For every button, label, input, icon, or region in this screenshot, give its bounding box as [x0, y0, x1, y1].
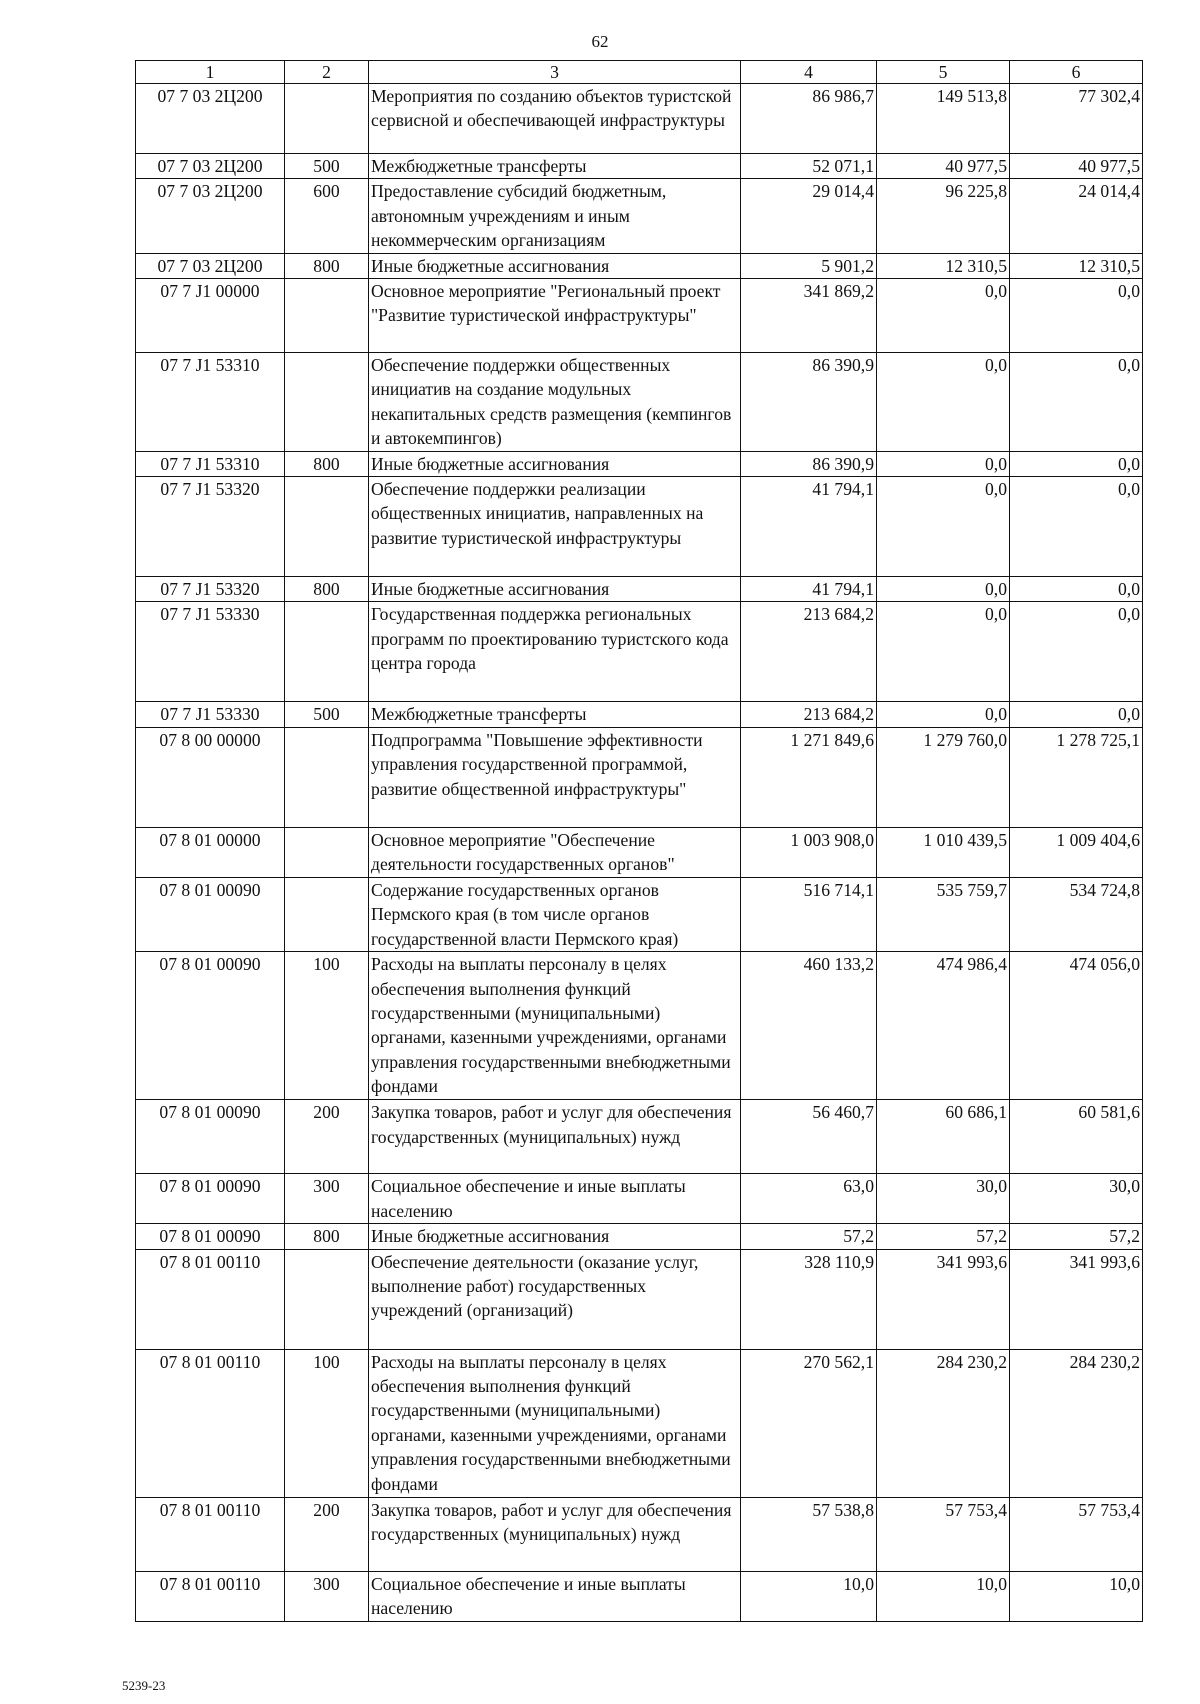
row-value-6: 0,0 — [1010, 451, 1143, 476]
table-row — [136, 702, 1143, 727]
row-expense-type — [285, 279, 369, 353]
row-value-4: 56 460,7 — [741, 1100, 877, 1174]
row-expense-type: 300 — [285, 1571, 369, 1621]
row-value-4: 341 869,2 — [741, 279, 877, 353]
row-name: Иные бюджетные ассигнования — [369, 253, 741, 278]
row-value-4: 41 794,1 — [741, 477, 877, 577]
row-name: Иные бюджетные ассигнования — [369, 1224, 741, 1249]
row-expense-type — [285, 827, 369, 877]
table-row — [136, 877, 1143, 951]
row-value-5: 0,0 — [877, 279, 1010, 353]
row-value-4: 270 562,1 — [741, 1349, 877, 1497]
row-value-4: 57 538,8 — [741, 1497, 877, 1571]
row-expense-type: 300 — [285, 1174, 369, 1224]
row-name: Социальное обеспечение и иные выплаты населению — [369, 1174, 741, 1224]
row-value-5: 60 686,1 — [877, 1100, 1010, 1174]
row-value-6: 0,0 — [1010, 279, 1143, 353]
row-value-5: 0,0 — [877, 477, 1010, 577]
row-code: 07 8 01 00090 — [136, 1174, 285, 1224]
row-value-6: 60 581,6 — [1010, 1100, 1143, 1174]
row-code: 07 7 J1 00000 — [136, 279, 285, 353]
table-row — [136, 253, 1143, 278]
row-value-6: 0,0 — [1010, 577, 1143, 602]
row-expense-type — [285, 84, 369, 154]
row-value-5: 57 753,4 — [877, 1497, 1010, 1571]
row-name: Закупка товаров, работ и услуг для обеспечения государственных (муниципальных) нужд — [369, 1100, 741, 1174]
row-expense-type: 500 — [285, 702, 369, 727]
row-name: Предоставление субсидий бюджетным, автономным учреждениям и иным некоммерческим организациям — [369, 179, 741, 253]
table-row — [136, 1224, 1143, 1249]
row-name: Содержание государственных органов Пермского края (в том числе органов государственной власти Пермского края) — [369, 877, 741, 951]
row-value-4: 57,2 — [741, 1224, 877, 1249]
row-name: Подпрограмма "Повышение эффективности управления государственной программой, развитие общественной инфраструктуры" — [369, 727, 741, 827]
row-name: Межбюджетные трансферты — [369, 154, 741, 179]
row-expense-type — [285, 1249, 369, 1349]
header-col-5: 5 — [877, 61, 1010, 84]
row-code: 07 7 J1 53310 — [136, 451, 285, 476]
row-value-6: 1 278 725,1 — [1010, 727, 1143, 827]
row-value-5: 10,0 — [877, 1571, 1010, 1621]
row-value-5: 12 310,5 — [877, 253, 1010, 278]
row-value-6: 1 009 404,6 — [1010, 827, 1143, 877]
table-row — [136, 279, 1143, 353]
row-value-5: 57,2 — [877, 1224, 1010, 1249]
row-expense-type — [285, 727, 369, 827]
table-row — [136, 154, 1143, 179]
table-row — [136, 1349, 1143, 1497]
row-expense-type: 800 — [285, 577, 369, 602]
row-value-5: 96 225,8 — [877, 179, 1010, 253]
row-value-5: 535 759,7 — [877, 877, 1010, 951]
row-value-5: 0,0 — [877, 451, 1010, 476]
row-value-6: 474 056,0 — [1010, 952, 1143, 1100]
row-code: 07 7 03 2Ц200 — [136, 154, 285, 179]
row-code: 07 7 J1 53320 — [136, 477, 285, 577]
row-value-4: 29 014,4 — [741, 179, 877, 253]
row-name: Обеспечение поддержки общественных инициатив на создание модульных некапитальных средств размещения (кемпингов и автокемпингов) — [369, 353, 741, 452]
row-value-4: 1 003 908,0 — [741, 827, 877, 877]
row-value-4: 516 714,1 — [741, 877, 877, 951]
row-value-4: 460 133,2 — [741, 952, 877, 1100]
row-expense-type: 200 — [285, 1100, 369, 1174]
table-row — [136, 451, 1143, 476]
row-name: Обеспечение поддержки реализации общественных инициатив, направленных на развитие туристической инфраструктуры — [369, 477, 741, 577]
row-value-4: 86 986,7 — [741, 84, 877, 154]
row-code: 07 8 01 00110 — [136, 1349, 285, 1497]
row-name: Закупка товаров, работ и услуг для обеспечения государственных (муниципальных) нужд — [369, 1497, 741, 1571]
row-expense-type: 500 — [285, 154, 369, 179]
row-value-6: 57,2 — [1010, 1224, 1143, 1249]
row-code: 07 8 01 00090 — [136, 1224, 285, 1249]
table-row — [136, 1249, 1143, 1349]
row-value-5: 1 279 760,0 — [877, 727, 1010, 827]
table-header-row — [136, 61, 1143, 84]
row-value-4: 86 390,9 — [741, 353, 877, 452]
row-value-6: 534 724,8 — [1010, 877, 1143, 951]
header-col-3: 3 — [369, 61, 741, 84]
row-expense-type — [285, 353, 369, 452]
row-code: 07 8 01 00110 — [136, 1497, 285, 1571]
document-code: 5239-23 — [122, 1678, 166, 1693]
row-name: Межбюджетные трансферты — [369, 702, 741, 727]
table-row — [136, 827, 1143, 877]
table-row — [136, 1571, 1143, 1621]
row-name: Мероприятия по созданию объектов туристской сервисной и обеспечивающей инфраструктуры — [369, 84, 741, 154]
row-code: 07 7 03 2Ц200 — [136, 253, 285, 278]
row-value-6: 30,0 — [1010, 1174, 1143, 1224]
row-expense-type: 800 — [285, 253, 369, 278]
row-code: 07 7 03 2Ц200 — [136, 84, 285, 154]
row-value-4: 213 684,2 — [741, 702, 877, 727]
row-value-6: 0,0 — [1010, 353, 1143, 452]
row-value-4: 52 071,1 — [741, 154, 877, 179]
row-value-5: 149 513,8 — [877, 84, 1010, 154]
row-code: 07 8 01 00090 — [136, 952, 285, 1100]
row-expense-type — [285, 602, 369, 702]
row-code: 07 8 01 00090 — [136, 877, 285, 951]
row-expense-type — [285, 477, 369, 577]
row-name: Государственная поддержка региональных программ по проектированию туристского кода центра города — [369, 602, 741, 702]
table-row — [136, 477, 1143, 577]
header-col-2: 2 — [285, 61, 369, 84]
row-expense-type: 100 — [285, 1349, 369, 1497]
row-value-6: 0,0 — [1010, 702, 1143, 727]
row-expense-type: 100 — [285, 952, 369, 1100]
row-value-5: 0,0 — [877, 353, 1010, 452]
row-expense-type — [285, 877, 369, 951]
row-value-4: 86 390,9 — [741, 451, 877, 476]
header-col-1: 1 — [136, 61, 285, 84]
row-expense-type: 600 — [285, 179, 369, 253]
row-value-4: 328 110,9 — [741, 1249, 877, 1349]
row-name: Расходы на выплаты персоналу в целях обеспечения выполнения функций государственными (муниципальными) органами, казенными учреждениями, органами управления государственными внебюджетными фондами — [369, 952, 741, 1100]
row-value-6: 24 014,4 — [1010, 179, 1143, 253]
row-value-5: 474 986,4 — [877, 952, 1010, 1100]
row-expense-type: 800 — [285, 1224, 369, 1249]
table-row — [136, 952, 1143, 1100]
row-name: Основное мероприятие "Региональный проект "Развитие туристической инфраструктуры" — [369, 279, 741, 353]
row-name: Обеспечение деятельности (оказание услуг, выполнение работ) государственных учреждений (организаций) — [369, 1249, 741, 1349]
header-col-4: 4 — [741, 61, 877, 84]
row-value-6: 77 302,4 — [1010, 84, 1143, 154]
row-value-6: 0,0 — [1010, 602, 1143, 702]
row-code: 07 8 00 00000 — [136, 727, 285, 827]
row-name: Расходы на выплаты персоналу в целях обеспечения выполнения функций государственными (муниципальными) органами, казенными учреждениями, органами управления государственными внебюджетными фондами — [369, 1349, 741, 1497]
table-row — [136, 84, 1143, 154]
row-code: 07 8 01 00110 — [136, 1249, 285, 1349]
row-name: Основное мероприятие "Обеспечение деятельности государственных органов" — [369, 827, 741, 877]
table-row — [136, 179, 1143, 253]
row-value-5: 284 230,2 — [877, 1349, 1010, 1497]
row-value-4: 213 684,2 — [741, 602, 877, 702]
row-value-6: 12 310,5 — [1010, 253, 1143, 278]
row-value-4: 10,0 — [741, 1571, 877, 1621]
table-row — [136, 577, 1143, 602]
row-code: 07 8 01 00110 — [136, 1571, 285, 1621]
row-value-5: 341 993,6 — [877, 1249, 1010, 1349]
row-code: 07 7 03 2Ц200 — [136, 179, 285, 253]
row-value-6: 341 993,6 — [1010, 1249, 1143, 1349]
row-value-5: 0,0 — [877, 602, 1010, 702]
row-value-4: 1 271 849,6 — [741, 727, 877, 827]
table-row — [136, 1100, 1143, 1174]
header-col-6: 6 — [1010, 61, 1143, 84]
row-value-5: 1 010 439,5 — [877, 827, 1010, 877]
row-value-5: 30,0 — [877, 1174, 1010, 1224]
row-name: Иные бюджетные ассигнования — [369, 577, 741, 602]
budget-table — [135, 60, 1143, 1622]
row-code: 07 7 J1 53330 — [136, 702, 285, 727]
row-code: 07 8 01 00000 — [136, 827, 285, 877]
row-value-6: 284 230,2 — [1010, 1349, 1143, 1497]
table-row — [136, 1174, 1143, 1224]
row-value-5: 0,0 — [877, 702, 1010, 727]
table-row — [136, 353, 1143, 452]
row-expense-type: 800 — [285, 451, 369, 476]
row-code: 07 7 J1 53310 — [136, 353, 285, 452]
row-code: 07 8 01 00090 — [136, 1100, 285, 1174]
row-value-4: 41 794,1 — [741, 577, 877, 602]
row-value-5: 0,0 — [877, 577, 1010, 602]
row-value-4: 5 901,2 — [741, 253, 877, 278]
row-name: Социальное обеспечение и иные выплаты населению — [369, 1571, 741, 1621]
row-expense-type: 200 — [285, 1497, 369, 1571]
row-value-5: 40 977,5 — [877, 154, 1010, 179]
row-value-6: 57 753,4 — [1010, 1497, 1143, 1571]
row-value-6: 40 977,5 — [1010, 154, 1143, 179]
row-code: 07 7 J1 53320 — [136, 577, 285, 602]
table-row — [136, 727, 1143, 827]
page-number: 62 — [591, 32, 609, 51]
row-value-6: 0,0 — [1010, 477, 1143, 577]
row-value-4: 63,0 — [741, 1174, 877, 1224]
row-code: 07 7 J1 53330 — [136, 602, 285, 702]
row-name: Иные бюджетные ассигнования — [369, 451, 741, 476]
table-row — [136, 602, 1143, 702]
row-value-6: 10,0 — [1010, 1571, 1143, 1621]
table-row — [136, 1497, 1143, 1571]
